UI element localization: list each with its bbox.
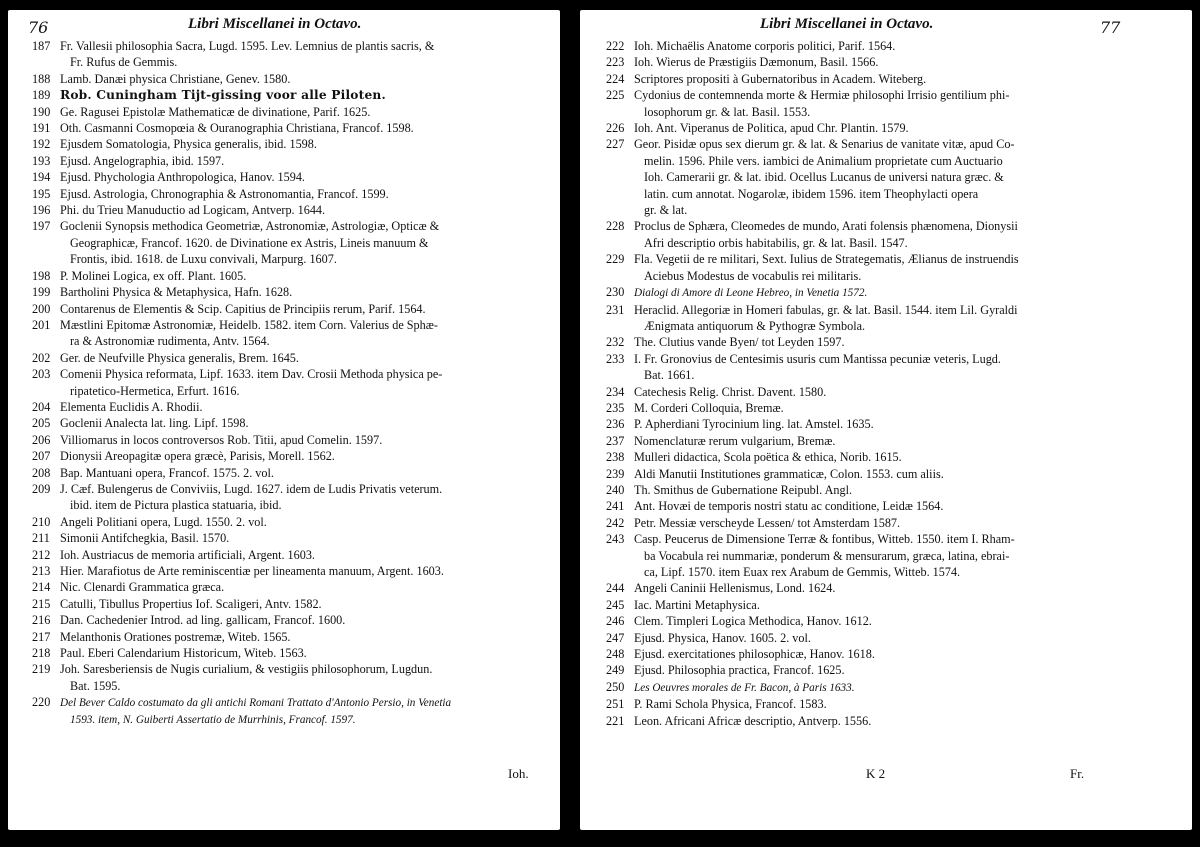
entry-line: Ioh. Michaëlis Anatome corporis politici, Parif. 1564.	[634, 39, 896, 53]
entry-number: 187	[32, 39, 51, 53]
catalog-entry	[32, 579, 552, 595]
entry-text	[60, 547, 552, 563]
entry-line: P. Rami Schola Physica, Francof. 1583.	[634, 697, 827, 712]
entry-text	[634, 515, 1166, 531]
entry-text	[634, 696, 1166, 712]
entry-line: Joh. Saresberiensis de Nugis curialium, & vestigiis philosophorum, Lugdun.	[60, 662, 433, 677]
entry-number: 210	[32, 514, 51, 529]
entry-line: Mæstlini Epitomæ Astronomiæ, Heidelb. 1582. item Corn. Valerius de Sphæ-	[60, 317, 438, 332]
entry-line: Rob. Cuningham Tijt-gissing voor alle Piloten.	[60, 88, 386, 103]
entry-line: Ant. Hovæi de temporis nostri statu ac conditione, Leidæ 1564.	[634, 499, 944, 514]
entry-number: 205	[32, 416, 51, 431]
entry-number: 232	[606, 335, 625, 350]
entry-text	[634, 218, 1166, 251]
catalog-entry	[606, 71, 1166, 87]
entry-text	[60, 120, 552, 136]
catalog-entry	[606, 713, 1166, 729]
entry-line: Leon. Africani Africæ descriptio, Antverp. 1556.	[634, 713, 872, 728]
entry-line: Aldi Manutii Institutiones grammaticæ, Colon. 1553. cum aliis.	[634, 466, 944, 481]
entry-text	[60, 694, 552, 728]
entry-text	[634, 679, 1166, 696]
entry-text	[634, 351, 1166, 384]
entry-text	[60, 38, 552, 71]
catalog-entry	[606, 646, 1166, 662]
entry-number: 226	[606, 121, 625, 136]
catchword: Fr.	[1070, 766, 1085, 781]
entry-text	[60, 629, 552, 645]
entry-number: 234	[606, 384, 625, 399]
book-gutter	[560, 0, 580, 847]
entry-text	[60, 218, 552, 267]
catalog-entry	[606, 580, 1166, 596]
right-page	[580, 10, 1192, 830]
catalog-entry	[32, 350, 552, 366]
left-page	[8, 10, 560, 830]
entry-line: Melanthonis Orationes postremæ, Witeb. 1565.	[60, 629, 291, 644]
catalog-entry	[32, 218, 552, 267]
catalog-entry	[606, 251, 1166, 284]
entry-text	[60, 415, 552, 431]
entry-line: Ger. de Neufville Physica generalis, Brem. 1645.	[60, 350, 299, 365]
entry-line: Del Bever Caldo costumato da gli antichi Romani Trattato d'Antonio Persio, in Venetia	[60, 697, 452, 710]
entry-number: 247	[606, 630, 625, 645]
entry-continuation-line: losophorum gr. & lat. Basil. 1553.	[644, 104, 811, 119]
entry-text	[60, 104, 552, 120]
catalog-entry	[32, 186, 552, 202]
entry-text	[634, 38, 1166, 54]
entry-number: 214	[32, 580, 51, 595]
entry-line: Scriptores propositi à Gubernatoribus in Academ. Witeberg.	[634, 71, 927, 86]
entry-number: 251	[606, 697, 625, 712]
entry-text	[60, 432, 552, 448]
catalog-entry	[32, 87, 552, 103]
entry-number: 223	[606, 55, 625, 70]
entry-number: 195	[32, 186, 51, 201]
entry-line: Ejusd. Astrologia, Chronographia & Astronomantia, Francof. 1599.	[60, 186, 389, 201]
catalog-entry	[32, 71, 552, 87]
catalog-entry	[606, 218, 1166, 251]
entry-line: Nomenclaturæ rerum vulgarium, Bremæ.	[634, 433, 836, 448]
catalog-entry	[606, 433, 1166, 449]
entry-text	[60, 465, 552, 481]
entry-text	[634, 251, 1166, 284]
catalog-entry	[32, 399, 552, 415]
entry-line: Ejusd. Angelographia, ibid. 1597.	[60, 153, 225, 168]
entry-line: Mulleri didactica, Scola poëtica & ethica, Norib. 1615.	[634, 450, 902, 465]
entry-number: 204	[32, 399, 51, 414]
entry-line: Geor. Pisidæ opus sex dierum gr. & lat. & Senarius de vanitate vitæ, apud Co-	[634, 137, 1015, 152]
entry-text	[60, 153, 552, 169]
catalog-entry	[606, 351, 1166, 384]
entry-text	[634, 466, 1166, 482]
entry-text	[60, 169, 552, 185]
entry-text	[634, 613, 1166, 629]
entry-text	[60, 350, 552, 366]
running-head: Libri Miscellanei in Octavo.	[760, 16, 934, 32]
entry-text	[60, 645, 552, 661]
entry-line: Dionysii Areopagitæ opera græcè, Parisis, Morell. 1562.	[60, 449, 335, 464]
entry-line: Ejusd. Phychologia Anthropologica, Hanov. 1594.	[60, 170, 305, 185]
running-head: Libri Miscellanei in Octavo.	[188, 16, 362, 32]
entry-line: I. Fr. Gronovius de Centesimis usuris cum Mantissa pecuniæ veteris, Lugd.	[634, 351, 1001, 366]
entry-line: P. Apherdiani Tyrocinium ling. lat. Amstel. 1635.	[634, 417, 874, 432]
entry-number: 237	[606, 433, 625, 448]
entry-line: Ge. Ragusei Epistolæ Mathematicæ de divinatione, Parif. 1625.	[60, 104, 371, 119]
catalog-entry	[606, 38, 1166, 54]
entry-number: 196	[32, 203, 51, 218]
entry-line: Fla. Vegetii de re militari, Sext. Iulius de Strategematis, Ælianus de instruendis	[634, 252, 1019, 267]
catalog-entry	[606, 482, 1166, 498]
entry-continuation-line: 1593. item, N. Guiberti Assertatio de Murrhinis, Francof. 1597.	[70, 713, 356, 726]
entry-number: 208	[32, 465, 51, 480]
entry-text	[634, 433, 1166, 449]
catalog-entry	[606, 334, 1166, 350]
entry-line: Ioh. Wierus de Præstigiis Dæmonum, Basil. 1566.	[634, 55, 879, 70]
entry-text	[634, 597, 1166, 613]
entry-line: Dialogi di Amore di Leone Hebreo, in Venetia 1572.	[634, 287, 868, 300]
entry-number: 227	[606, 137, 625, 152]
entry-number: 212	[32, 547, 51, 562]
entry-text	[634, 646, 1166, 662]
entry-line: Ejusdem Somatologia, Physica generalis, ibid. 1598.	[60, 137, 317, 152]
entry-number: 207	[32, 449, 51, 464]
entry-list	[32, 38, 552, 728]
entry-number: 248	[606, 647, 625, 662]
entry-text	[60, 481, 552, 514]
catalog-entry	[32, 301, 552, 317]
entry-line: J. Cæf. Bulengerus de Conviviis, Lugd. 1627. idem de Ludis Privatis veterum.	[60, 481, 443, 496]
entry-number: 200	[32, 301, 51, 316]
catalog-entry	[606, 384, 1166, 400]
entry-line: Elementa Euclidis A. Rhodii.	[60, 399, 203, 414]
entry-number: 193	[32, 153, 51, 168]
entry-number: 239	[606, 466, 625, 481]
catalog-entry	[606, 416, 1166, 432]
entry-number: 218	[32, 646, 51, 661]
entry-line: Petr. Messiæ verscheyde Lessen/ tot Amsterdam 1587.	[634, 515, 901, 530]
entry-number: 246	[606, 614, 625, 629]
entry-line: Ejusd. exercitationes philosophicæ, Hanov. 1618.	[634, 647, 875, 662]
entry-number: 225	[606, 88, 625, 103]
entry-text	[60, 514, 552, 530]
entry-number: 244	[606, 581, 625, 596]
entry-continuation-line: gr. & lat.	[644, 203, 688, 218]
entry-text	[60, 71, 552, 87]
entry-text	[60, 284, 552, 300]
entry-line: Phi. du Trieu Manuductio ad Logicam, Antverp. 1644.	[60, 203, 326, 218]
entry-continuation-line: Fr. Rufus de Gemmis.	[70, 55, 178, 70]
entry-line: Paul. Eberi Calendarium Historicum, Witeb. 1563.	[60, 646, 307, 661]
catalog-entry	[32, 596, 552, 612]
catalog-entry	[32, 202, 552, 218]
catalog-entry	[606, 662, 1166, 678]
entry-text	[60, 596, 552, 612]
catalog-entry	[32, 432, 552, 448]
catalog-entry	[32, 268, 552, 284]
entry-number: 241	[606, 499, 625, 514]
entry-text	[60, 661, 552, 694]
entry-line: Angeli Politiani opera, Lugd. 1550. 2. vol.	[60, 514, 267, 529]
entry-text	[634, 498, 1166, 514]
entry-text	[60, 317, 552, 350]
catalog-entry	[32, 366, 552, 399]
catalog-entry	[606, 515, 1166, 531]
entry-number: 192	[32, 137, 51, 152]
page-number: 76	[28, 18, 49, 37]
entry-line: Catulli, Tibullus Propertius Iof. Scaligeri, Antv. 1582.	[60, 596, 322, 611]
entry-line: Casp. Peucerus de Dimensione Terræ & fontibus, Witteb. 1550. item I. Rham-	[634, 532, 1015, 547]
catalog-entry	[606, 696, 1166, 712]
entry-text	[634, 334, 1166, 350]
entry-number: 203	[32, 367, 51, 382]
catalog-entry	[606, 54, 1166, 70]
catalog-entry	[32, 530, 552, 546]
catalog-entry	[606, 302, 1166, 335]
entry-number: 242	[606, 515, 625, 530]
page-number: 77	[1100, 18, 1121, 37]
entry-text	[634, 71, 1166, 87]
entry-text	[634, 400, 1166, 416]
catalog-entry	[32, 415, 552, 431]
entry-line: Bartholini Physica & Metaphysica, Hafn. 1628.	[60, 285, 293, 300]
catalog-entry	[606, 466, 1166, 482]
catalog-entry	[606, 284, 1166, 301]
entry-number: 191	[32, 121, 51, 136]
entry-text	[634, 284, 1166, 301]
entry-number: 198	[32, 268, 51, 283]
entry-text	[634, 416, 1166, 432]
signature-mark: K 2	[866, 766, 886, 781]
entry-continuation-line: Bat. 1595.	[70, 678, 121, 693]
entry-line: M. Corderi Colloquia, Bremæ.	[634, 400, 784, 415]
catalog-entry	[32, 514, 552, 530]
entry-continuation-line: Bat. 1661.	[644, 368, 695, 383]
entry-text	[60, 579, 552, 595]
entry-list	[606, 38, 1166, 729]
entry-continuation-line: latin. cum annotat. Nogarolæ, ibidem 1596. item Theophylacti opera	[644, 186, 979, 201]
entry-number: 249	[606, 663, 625, 678]
entry-text	[60, 612, 552, 628]
entry-number: 190	[32, 104, 51, 119]
entry-number: 238	[606, 450, 625, 465]
entry-text	[60, 563, 552, 579]
catalog-entry	[32, 317, 552, 350]
entry-number: 224	[606, 71, 625, 86]
entry-line: Ioh. Ant. Viperanus de Politica, apud Chr. Plantin. 1579.	[634, 121, 909, 136]
entry-text	[60, 186, 552, 202]
entry-line: Clem. Timpleri Logica Methodica, Hanov. 1612.	[634, 614, 872, 629]
entry-line: Simonii Antifchegkia, Basil. 1570.	[60, 531, 230, 546]
catalog-entry	[606, 87, 1166, 120]
entry-line: Les Oeuvres morales de Fr. Bacon, à Paris 1633.	[634, 681, 855, 694]
catalog-entry	[32, 612, 552, 628]
entry-line: Nic. Clenardi Grammatica græca.	[60, 580, 225, 595]
entry-text	[60, 136, 552, 152]
catalog-entry	[32, 284, 552, 300]
entry-line: Ioh. Austriacus de memoria artificiali, Argent. 1603.	[60, 547, 315, 562]
entry-number: 231	[606, 302, 625, 317]
entry-number: 215	[32, 596, 51, 611]
entry-line: Contarenus de Elementis & Scip. Capitius de Principiis rerum, Parif. 1564.	[60, 301, 426, 316]
entry-text	[60, 530, 552, 546]
entry-number: 228	[606, 219, 625, 234]
entry-continuation-line: Afri descriptio orbis habitabilis, gr. & lat. Basil. 1547.	[644, 235, 908, 250]
entry-line: Catechesis Relig. Christ. Davent. 1580.	[634, 384, 827, 399]
entry-line: Lamb. Danæi physica Christiane, Genev. 1580.	[60, 71, 291, 86]
entry-line: Goclenii Synopsis methodica Geometriæ, Astronomiæ, Astrologiæ, Opticæ &	[60, 219, 440, 234]
entry-number: 220	[32, 695, 51, 710]
entry-number: 211	[32, 531, 50, 546]
catalog-entry	[606, 613, 1166, 629]
entry-text	[634, 87, 1166, 120]
entry-continuation-line: ripatetico-Hermetica, Erfurt. 1616.	[70, 383, 240, 398]
catalog-entry	[32, 661, 552, 694]
catalog-entry	[32, 645, 552, 661]
entry-number: 189	[32, 88, 51, 103]
entry-continuation-line: melin. 1596. Phile vers. iambici de Animalium proprietate cum Auctuario	[644, 153, 1003, 168]
catalog-entry	[606, 531, 1166, 580]
entry-number: 245	[606, 597, 625, 612]
catalog-entry	[32, 38, 552, 71]
entry-line: P. Molinei Logica, ex off. Plant. 1605.	[60, 268, 247, 283]
entry-text	[634, 531, 1166, 580]
entry-number: 236	[606, 417, 625, 432]
catalog-entry	[32, 104, 552, 120]
entry-text	[634, 136, 1166, 218]
entry-line: Ejusd. Philosophia practica, Francof. 1625.	[634, 663, 845, 678]
entry-continuation-line: Frontis, ibid. 1618. de Luxu convivali, Marpurg. 1607.	[70, 252, 337, 267]
entry-text	[634, 580, 1166, 596]
catalog-entry	[32, 169, 552, 185]
entry-line: Oth. Casmanni Cosmopœia & Ouranographia Christiana, Francof. 1598.	[60, 121, 414, 136]
entry-number: 235	[606, 400, 625, 415]
entry-text	[60, 366, 552, 399]
entry-number: 201	[32, 317, 51, 332]
entry-number: 202	[32, 350, 51, 365]
entry-line: Heraclid. Allegoriæ in Homeri fabulas, gr. & lat. Basil. 1544. item Lil. Gyraldi	[634, 302, 1018, 317]
entry-number: 197	[32, 219, 51, 234]
catalog-entry	[606, 120, 1166, 136]
entry-line: The. Clutius vande Byen/ tot Leyden 1597.	[634, 335, 845, 350]
entry-number: 221	[606, 713, 625, 728]
entry-number: 216	[32, 613, 51, 628]
entry-text	[60, 202, 552, 218]
entry-text	[634, 482, 1166, 498]
entry-line: Th. Smithus de Gubernatione Reipubl. Angl.	[634, 482, 852, 497]
entry-number: 213	[32, 564, 51, 578]
entry-number: 230	[606, 285, 625, 300]
entry-line: Goclenii Analecta lat. ling. Lipf. 1598.	[60, 416, 249, 431]
entry-number: 206	[32, 432, 51, 447]
entry-continuation-line: ba Vocabula rei nummariæ, ponderum & mensurarum, græca, latina, ebrai-	[644, 548, 1010, 563]
catchword: Ioh.	[508, 766, 529, 781]
entry-text	[634, 384, 1166, 400]
entry-line: Proclus de Sphæra, Cleomedes de mundo, Arati folensis phænomena, Dionysii	[634, 219, 1018, 234]
entry-text	[634, 662, 1166, 678]
catalog-entry	[606, 597, 1166, 613]
catalog-entry	[32, 547, 552, 563]
entry-text	[60, 268, 552, 284]
entry-number: 233	[606, 351, 625, 366]
entry-number: 229	[606, 252, 625, 267]
entry-number: 250	[606, 679, 625, 694]
catalog-entry	[606, 136, 1166, 218]
entry-number: 222	[606, 39, 625, 53]
entry-line: Hier. Marafiotus de Arte reminiscentiæ per lineamenta manuum, Argent. 1603.	[60, 564, 444, 578]
entry-line: Bap. Mantuani opera, Francof. 1575. 2. vol.	[60, 465, 274, 480]
entry-continuation-line: ibid. item de Pictura plastica statuaria, ibid.	[70, 498, 282, 513]
entry-number: 199	[32, 285, 51, 300]
entry-number: 188	[32, 71, 51, 86]
entry-text	[634, 449, 1166, 465]
entry-text	[634, 302, 1166, 335]
catalog-entry	[32, 694, 552, 728]
catalog-entry	[32, 465, 552, 481]
entry-continuation-line: ca, Lipf. 1570. item Euax rex Arabum de Gemmis, Witteb. 1574.	[644, 565, 961, 579]
entry-number: 243	[606, 532, 625, 547]
entry-continuation-line: Geographicæ, Francof. 1620. de Divinatione ex Astris, Lineis manuum &	[70, 235, 429, 250]
entry-continuation-line: Ænigmata antiquorum & Pythogræ Symbola.	[644, 318, 866, 333]
entry-continuation-line: Aciebus Modestus de vocabulis rei militaris.	[644, 268, 862, 283]
entry-line: Ejusd. Physica, Hanov. 1605. 2. vol.	[634, 630, 811, 645]
entry-continuation-line: ra & Astronomiæ rudimenta, Antv. 1564.	[70, 334, 270, 349]
entry-continuation-line: Ioh. Camerarii gr. & lat. ibid. Ocellus Lucanus de universi natura græc. &	[644, 170, 1004, 185]
entry-text	[60, 301, 552, 317]
catalog-entry	[32, 448, 552, 464]
catalog-entry	[606, 498, 1166, 514]
entry-line: Comenii Physica reformata, Lipf. 1633. item Dav. Crosii Methoda physica pe-	[60, 367, 443, 382]
entry-line: Villiomarus in locos controversos Rob. Titii, apud Comelin. 1597.	[60, 432, 383, 447]
entry-number: 219	[32, 662, 51, 677]
catalog-entry	[606, 449, 1166, 465]
entry-line: Cydonius de contemnenda morte & Hermiæ philosophi Irrisio gentilium phi-	[634, 88, 1010, 103]
entry-text	[634, 54, 1166, 70]
entry-text	[60, 87, 552, 103]
entry-line: Fr. Vallesii philosophia Sacra, Lugd. 1595. Lev. Lemnius de plantis sacris, &	[60, 39, 435, 53]
entry-text	[60, 448, 552, 464]
catalog-entry	[606, 679, 1166, 696]
entry-number: 217	[32, 629, 51, 644]
entry-line: Angeli Caninii Hellenismus, Lond. 1624.	[634, 581, 836, 596]
entry-number: 194	[32, 170, 51, 185]
catalog-entry	[32, 563, 552, 579]
catalog-entry	[606, 400, 1166, 416]
entry-text	[634, 120, 1166, 136]
entry-text	[634, 630, 1166, 646]
catalog-entry	[32, 136, 552, 152]
entry-text	[60, 399, 552, 415]
catalog-entry	[32, 153, 552, 169]
entry-number: 209	[32, 481, 51, 496]
catalog-entry	[606, 630, 1166, 646]
entry-line: Iac. Martini Metaphysica.	[634, 597, 760, 612]
entry-number: 240	[606, 482, 625, 497]
catalog-entry	[32, 629, 552, 645]
catalog-entry	[32, 481, 552, 514]
entry-line: Dan. Cachedenier Introd. ad ling. gallicam, Francof. 1600.	[60, 613, 346, 628]
entry-text	[634, 713, 1166, 729]
catalog-entry	[32, 120, 552, 136]
